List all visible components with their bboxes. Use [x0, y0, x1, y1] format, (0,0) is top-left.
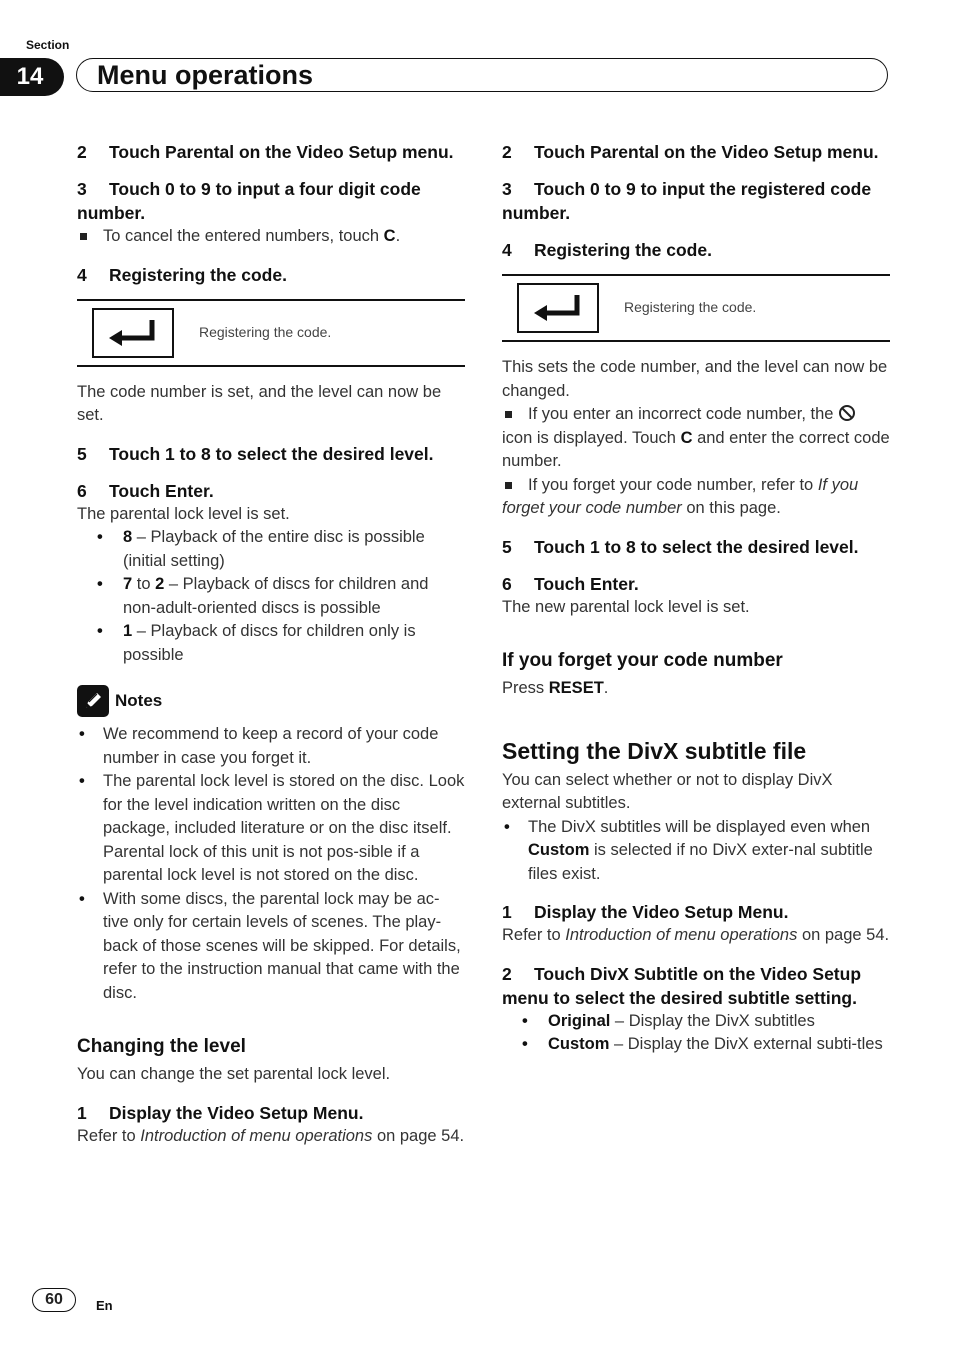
section-label: Section: [26, 38, 70, 52]
list-item: • We recommend to keep a record of your code number in case you forget it.: [77, 723, 465, 770]
enter-key-box: [77, 299, 465, 367]
paragraph: The parental lock level is set.: [77, 504, 290, 523]
subtitle-options: [502, 1010, 890, 1057]
step-3-bullets: [77, 225, 465, 249]
step-3: 3 Touch 0 to 9 to input a four digit code number.: [77, 179, 421, 223]
list-item: • 7 to 2 – Playback of discs for children and non-adult-oriented discs is possible: [77, 573, 465, 620]
enter-key-box: [502, 274, 890, 342]
notes-list: [77, 723, 465, 1005]
paragraph: Refer to Introduction of menu operations on page 54.: [502, 926, 890, 944]
step-1: 1 Display the Video Setup Menu.: [502, 902, 789, 922]
step-6: 6 Touch Enter.: [77, 480, 214, 501]
paragraph: The code number is set, and the level can now be set.: [77, 382, 442, 424]
step-5: 5 Touch 1 to 8 to select the desired level.: [502, 536, 859, 557]
list-item: • 1 – Playback of discs for children only is possible: [77, 620, 465, 667]
list-item: To cancel the entered numbers, touch C.: [77, 225, 465, 249]
step-4: 4 Registering the code.: [502, 240, 712, 260]
pencil-icon: [77, 685, 109, 717]
section-number-badge: 14: [0, 58, 64, 96]
step-2: 2 Touch Parental on the Video Setup menu.: [502, 142, 879, 162]
paragraph: The new parental lock level is set.: [502, 597, 750, 616]
list-item: • Custom – Display the DivX external subti-tles: [502, 1033, 890, 1057]
list-item: • The DivX subtitles will be displayed even when Custom is selected if no DivX exter-nal subtitle files exist.: [502, 816, 890, 887]
enter-button[interactable]: [92, 308, 174, 358]
step-6: 6 Touch Enter.: [502, 573, 639, 594]
step-1: 1 Display the Video Setup Menu.: [77, 1102, 364, 1123]
step-2: 2 Touch Parental on the Video Setup menu.: [77, 142, 454, 162]
section-heading: Setting the DivX subtitle file: [502, 737, 807, 764]
paragraph: You can select whether or not to display DivX external subtitles.: [502, 770, 833, 812]
section-heading: If you forget your code number: [502, 650, 783, 671]
paragraph: You can change the set parental lock level.: [77, 1065, 391, 1083]
step-3: 3 Touch 0 to 9 to input the registered code number.: [502, 179, 872, 223]
language-label: En: [96, 1298, 113, 1313]
list-item: • 8 – Playback of the entire disc is possible (initial setting): [77, 526, 465, 573]
step-5: 5 Touch 1 to 8 to select the desired level.: [77, 443, 434, 464]
list-item: If you forget your code number, refer to If you forget your code number on this page.: [502, 474, 890, 521]
paragraph: Refer to Introduction of menu operations on page 54.: [77, 1126, 465, 1145]
key-caption: Registering the code.: [624, 299, 757, 316]
level-list: [77, 526, 465, 667]
cross-reference-link[interactable]: Introduction of menu operations: [565, 926, 798, 944]
enter-arrow-icon: [531, 293, 585, 323]
list-item: • The parental lock level is stored on the disc. Look for the level indication written on the disc package, included literature or on the disc itself. Parental lock of this unit is not pos-sible if a parental lock level is not stored on the disc.: [77, 770, 465, 888]
enter-button[interactable]: [517, 283, 599, 333]
divx-bullets: [502, 816, 890, 887]
paragraph: Press RESET.: [502, 679, 609, 697]
enter-arrow-icon: [106, 318, 160, 348]
section-heading: Changing the level: [77, 1036, 246, 1057]
page-title: Menu operations: [76, 58, 888, 92]
list-item: • With some discs, the parental lock may be ac-tive only for certain levels of scenes. The play-back of those scenes will be skipped. For details, refer to the instruction manual that came with the disc.: [77, 888, 465, 1006]
info-bullets: [502, 403, 890, 521]
left-column: [77, 140, 465, 1148]
page-number: 60: [32, 1288, 76, 1312]
paragraph: This sets the code number, and the level can now be changed.: [502, 358, 888, 400]
notes-heading: Notes: [77, 685, 465, 717]
cross-reference-link[interactable]: Introduction of menu operations: [140, 1126, 373, 1145]
right-column: [502, 140, 890, 1057]
cross-reference-link[interactable]: If you forget your code number: [502, 475, 859, 517]
step-2: 2 Touch DivX Subtitle on the Video Setup menu to select the desired subtitle setting.: [502, 963, 862, 1008]
list-item: If you enter an incorrect code number, the icon is displayed. Touch C and enter the correct code number.: [502, 403, 890, 474]
no-entry-icon: [838, 404, 856, 422]
list-item: • Original – Display the DivX subtitles: [502, 1010, 890, 1034]
step-4: 4 Registering the code.: [77, 264, 287, 285]
key-caption: Registering the code.: [199, 323, 332, 340]
